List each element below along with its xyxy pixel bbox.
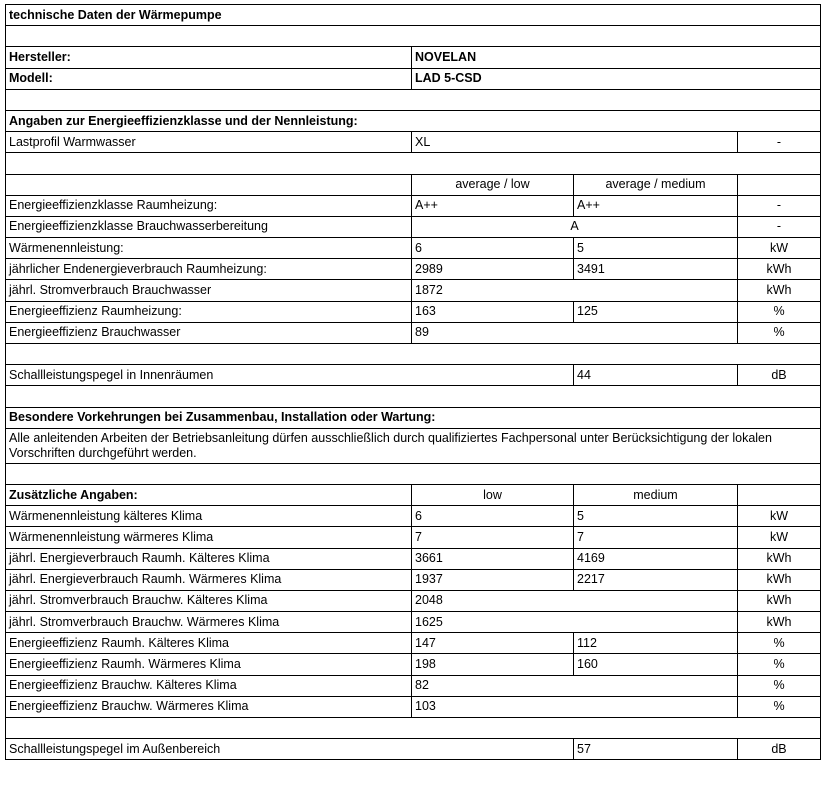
row-value-1: 198 bbox=[412, 654, 574, 675]
row-label: Energieeffizienz Raumh. Kälteres Klima bbox=[6, 633, 412, 654]
hersteller-value: NOVELAN bbox=[412, 47, 821, 68]
table-row bbox=[6, 612, 821, 633]
row-value-span: 103 bbox=[412, 696, 738, 717]
row-label: Energieeffizienz Raumheizung: bbox=[6, 301, 412, 322]
energy-col2-header: average / medium bbox=[574, 174, 738, 195]
table-row bbox=[6, 527, 821, 548]
row-unit: kWh bbox=[738, 259, 821, 280]
row-value-1: 147 bbox=[412, 633, 574, 654]
row-value-2: 3491 bbox=[574, 259, 738, 280]
extra-col1-header: low bbox=[412, 484, 574, 505]
spacer-row bbox=[6, 718, 821, 739]
row-label: Energieeffizienz Brauchw. Kälteres Klima bbox=[6, 675, 412, 696]
lastprofil-label: Lastprofil Warmwasser bbox=[6, 132, 412, 153]
row-unit: % bbox=[738, 322, 821, 343]
extra-col2-header: medium bbox=[574, 484, 738, 505]
row-value-1: 163 bbox=[412, 301, 574, 322]
row-unit: kWh bbox=[738, 612, 821, 633]
row-unit: % bbox=[738, 301, 821, 322]
table-row bbox=[6, 280, 821, 301]
row-value-2: 7 bbox=[574, 527, 738, 548]
row-label: Energieeffizienz Brauchwasser bbox=[6, 322, 412, 343]
row-unit: kWh bbox=[738, 548, 821, 569]
row-label: Energieeffizienzklasse Brauchwasserbereitung bbox=[6, 216, 412, 237]
table-row bbox=[6, 569, 821, 590]
row-label: jährl. Energieverbrauch Raumh. Wärmeres Klima bbox=[6, 569, 412, 590]
row-label: Energieeffizienz Brauchw. Wärmeres Klima bbox=[6, 696, 412, 717]
row-label: jährl. Stromverbrauch Brauchw. Kälteres Klima bbox=[6, 590, 412, 611]
row-label: Energieeffizienzklasse Raumheizung: bbox=[6, 195, 412, 216]
modell-label: Modell: bbox=[6, 68, 412, 89]
heat-pump-datasheet bbox=[5, 4, 821, 760]
row-label: Wärmenennleistung wärmeres Klima bbox=[6, 527, 412, 548]
schall-aussen-label: Schallleistungspegel im Außenbereich bbox=[6, 739, 574, 760]
row-label: Wärmenennleistung: bbox=[6, 238, 412, 259]
row-unit: - bbox=[738, 216, 821, 237]
row-value-1: A++ bbox=[412, 195, 574, 216]
row-value-1: 1937 bbox=[412, 569, 574, 590]
spacer-row bbox=[6, 153, 821, 174]
table-row bbox=[6, 322, 821, 343]
table-row bbox=[6, 654, 821, 675]
row-value-2: 4169 bbox=[574, 548, 738, 569]
row-value-2: 5 bbox=[574, 506, 738, 527]
energy-unit-header-blank bbox=[738, 174, 821, 195]
spacer-row bbox=[6, 344, 821, 365]
schall-innen-value: 44 bbox=[574, 365, 738, 386]
row-unit: % bbox=[738, 654, 821, 675]
table-row bbox=[6, 696, 821, 717]
row-label: jährl. Energieverbrauch Raumh. Kälteres Klima bbox=[6, 548, 412, 569]
lastprofil-unit: - bbox=[738, 132, 821, 153]
spacer-row bbox=[6, 463, 821, 484]
spacer-row bbox=[6, 26, 821, 47]
row-label: Energieeffizienz Raumh. Wärmeres Klima bbox=[6, 654, 412, 675]
row-unit: kW bbox=[738, 238, 821, 259]
table-row bbox=[6, 633, 821, 654]
table-row bbox=[6, 590, 821, 611]
row-unit: - bbox=[738, 195, 821, 216]
row-value-2: 125 bbox=[574, 301, 738, 322]
energy-col1-header: average / low bbox=[412, 174, 574, 195]
row-value-span: 1872 bbox=[412, 280, 738, 301]
extra-unit-header-blank bbox=[738, 484, 821, 505]
schall-innen-label: Schallleistungspegel in Innenräumen bbox=[6, 365, 574, 386]
energy-header-blank bbox=[6, 174, 412, 195]
row-unit: % bbox=[738, 675, 821, 696]
row-unit: % bbox=[738, 696, 821, 717]
row-unit: kWh bbox=[738, 569, 821, 590]
spacer-row bbox=[6, 89, 821, 110]
lastprofil-value: XL bbox=[412, 132, 738, 153]
row-value-span: 89 bbox=[412, 322, 738, 343]
hersteller-label: Hersteller: bbox=[6, 47, 412, 68]
row-label: jährl. Stromverbrauch Brauchw. Wärmeres Klima bbox=[6, 612, 412, 633]
schall-aussen-unit: dB bbox=[738, 739, 821, 760]
special-section-text: Alle anleitenden Arbeiten der Betriebsanleitung dürfen ausschließlich durch qualifiziertes Fachpersonal unter Berücksichtigung der lokalen Vorschriften durchgeführt werden. bbox=[6, 428, 821, 463]
extra-section-heading: Zusätzliche Angaben: bbox=[6, 484, 412, 505]
row-label: Wärmenennleistung kälteres Klima bbox=[6, 506, 412, 527]
spacer-row bbox=[6, 386, 821, 407]
row-value-2: 5 bbox=[574, 238, 738, 259]
row-value-2: 160 bbox=[574, 654, 738, 675]
row-value-1: 2989 bbox=[412, 259, 574, 280]
table-row bbox=[6, 216, 821, 237]
row-value-2: 112 bbox=[574, 633, 738, 654]
table-row bbox=[6, 301, 821, 322]
row-unit: kWh bbox=[738, 280, 821, 301]
row-value-span: 1625 bbox=[412, 612, 738, 633]
energy-section-heading: Angaben zur Energieeffizienzklasse und der Nennleistung: bbox=[6, 110, 821, 131]
table-row bbox=[6, 238, 821, 259]
table-row bbox=[6, 195, 821, 216]
row-value-1: 3661 bbox=[412, 548, 574, 569]
row-value-1: 6 bbox=[412, 238, 574, 259]
special-section-heading: Besondere Vorkehrungen bei Zusammenbau, Installation oder Wartung: bbox=[6, 407, 821, 428]
row-value-span: A bbox=[412, 216, 738, 237]
row-unit: kW bbox=[738, 506, 821, 527]
table-row bbox=[6, 548, 821, 569]
row-unit: % bbox=[738, 633, 821, 654]
row-value-1: 6 bbox=[412, 506, 574, 527]
row-value-1: 7 bbox=[412, 527, 574, 548]
table-row bbox=[6, 675, 821, 696]
row-value-2: 2217 bbox=[574, 569, 738, 590]
row-value-span: 82 bbox=[412, 675, 738, 696]
row-label: jährl. Stromverbrauch Brauchwasser bbox=[6, 280, 412, 301]
row-value-span: 2048 bbox=[412, 590, 738, 611]
schall-aussen-value: 57 bbox=[574, 739, 738, 760]
row-value-2: A++ bbox=[574, 195, 738, 216]
row-unit: kWh bbox=[738, 590, 821, 611]
sheet-title: technische Daten der Wärmepumpe bbox=[6, 5, 821, 26]
modell-value: LAD 5-CSD bbox=[412, 68, 821, 89]
table-row bbox=[6, 506, 821, 527]
table-row bbox=[6, 259, 821, 280]
row-unit: kW bbox=[738, 527, 821, 548]
row-label: jährlicher Endenergieverbrauch Raumheizung: bbox=[6, 259, 412, 280]
schall-innen-unit: dB bbox=[738, 365, 821, 386]
